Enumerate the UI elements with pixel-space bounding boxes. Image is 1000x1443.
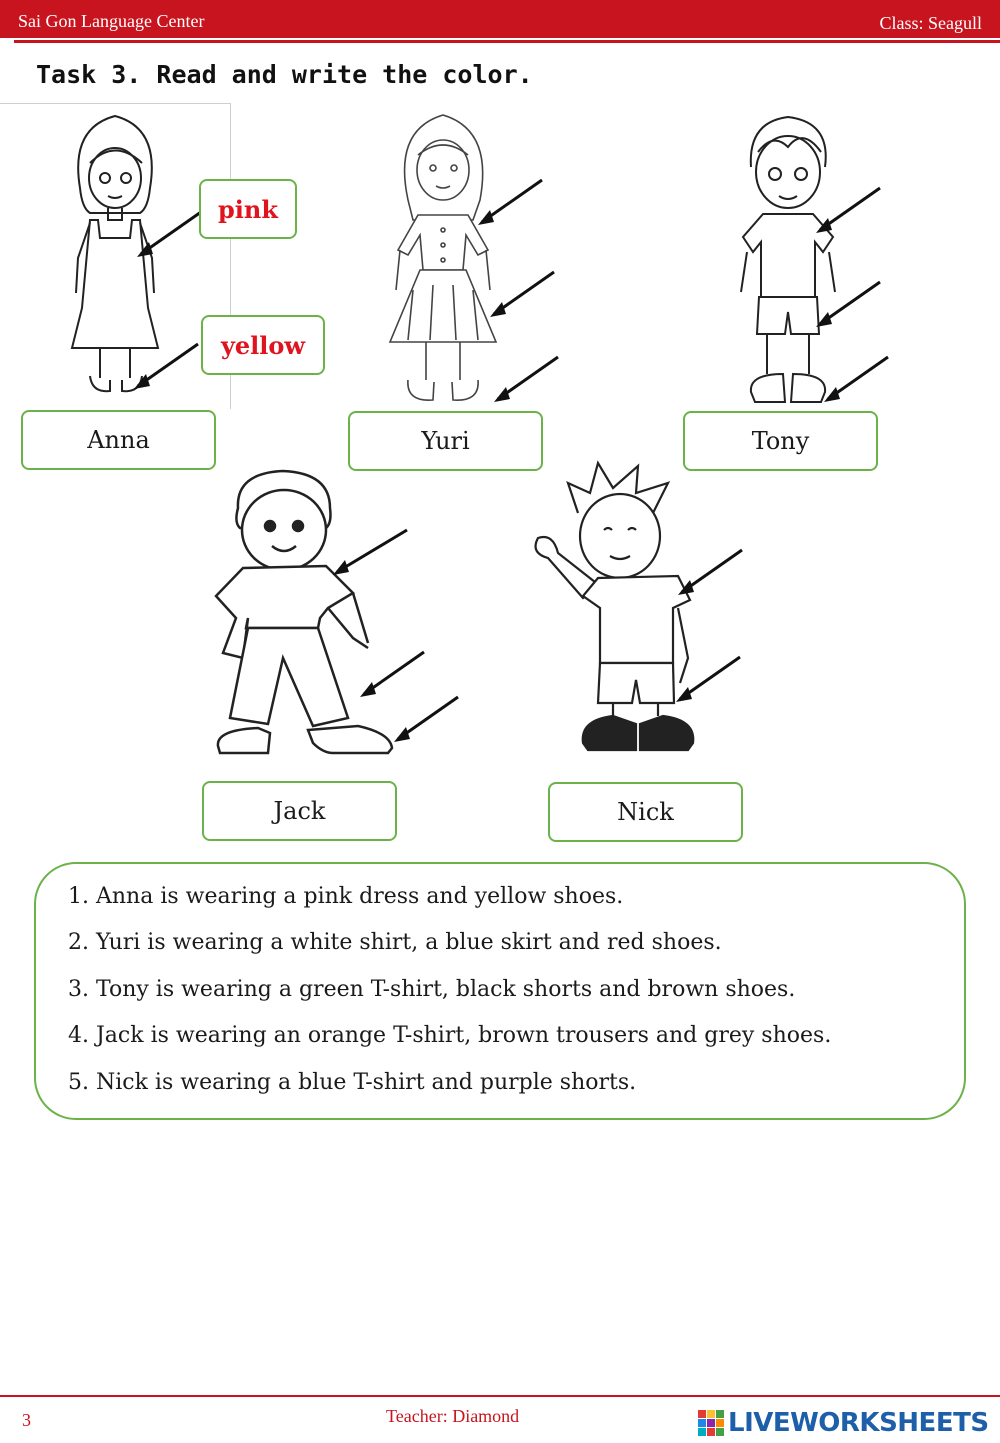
- class-label: Class: Seagull: [879, 13, 982, 33]
- tony-arrow-shoes: [822, 355, 892, 409]
- sentence-3: 3. Tony is wearing a green T-shirt, black shorts and brown shoes.: [68, 977, 796, 1002]
- name-box-nick: Nick: [548, 782, 743, 842]
- name-box-jack: Jack: [202, 781, 397, 841]
- sentence-1: 1. Anna is wearing a pink dress and yellow shoes.: [68, 884, 624, 909]
- yuri-arrow-shoes: [492, 355, 562, 409]
- sentence-4: 4. Jack is wearing an orange T-shirt, brown trousers and grey shoes.: [68, 1023, 832, 1048]
- teacher-label: Teacher: Diamond: [386, 1406, 520, 1426]
- nick-arrow-tshirt: [676, 548, 746, 602]
- jack-figure: [208, 468, 398, 768]
- anna-answer-dress[interactable]: pink: [199, 179, 297, 239]
- anna-arrow-shoes: [132, 342, 202, 396]
- yuri-arrow-skirt: [488, 270, 558, 324]
- yuri-arrow-shirt: [476, 178, 546, 232]
- liveworksheets-logo-icon: [698, 1410, 724, 1436]
- anna-arrow-dress: [135, 210, 205, 264]
- liveworksheets-logo: [698, 1406, 989, 1440]
- task-title: Task 3. Read and write the color.: [36, 60, 533, 89]
- sentences-box: [34, 862, 966, 1120]
- sentence-5: 5. Nick is wearing a blue T-shirt and purple shorts.: [68, 1070, 637, 1095]
- anna-answer-shoes[interactable]: yellow: [201, 315, 325, 375]
- footer-rule: [0, 1395, 1000, 1397]
- center-name: Sai Gon Language Center: [18, 11, 205, 31]
- jack-arrow-shoes: [392, 695, 462, 749]
- tony-arrow-tshirt: [814, 186, 884, 240]
- name-box-anna: Anna: [21, 410, 216, 470]
- name-box-yuri: Yuri: [348, 411, 543, 471]
- jack-arrow-tshirt: [331, 528, 411, 582]
- nick-arrow-shorts: [674, 655, 744, 709]
- header-rule: [14, 40, 1000, 43]
- brand-name: LIVEWORKSHEETS: [728, 1408, 989, 1438]
- tony-arrow-shorts: [814, 280, 884, 334]
- page-number: 3: [22, 1410, 31, 1430]
- sentence-2: 2. Yuri is wearing a white shirt, a blue skirt and red shoes.: [68, 930, 722, 955]
- name-box-tony: Tony: [683, 411, 878, 471]
- yuri-figure: [378, 110, 508, 410]
- nick-figure: [528, 458, 698, 758]
